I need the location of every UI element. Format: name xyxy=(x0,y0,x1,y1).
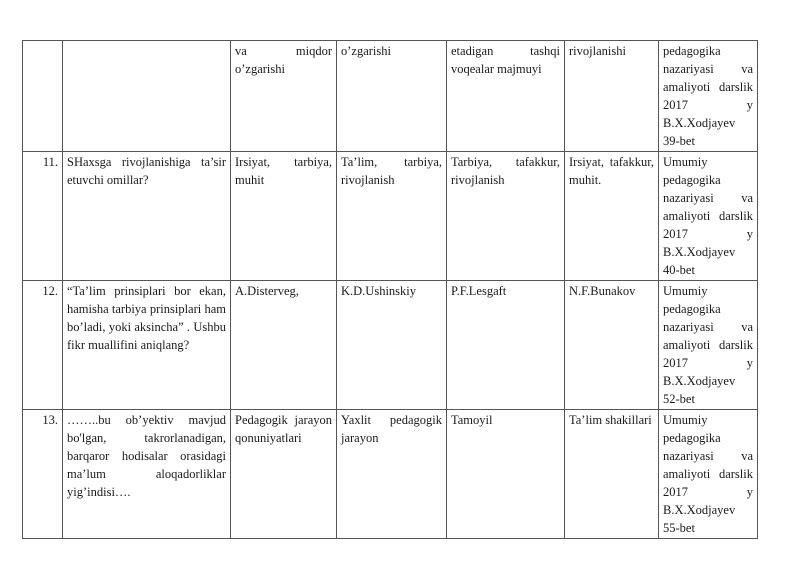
question-text: ……..bu ob’yektiv mavjud bo'lgan, takrorlanadigan, barqaror hodisalar orasidagi ma’lum aloqadorliklar yig’indisi…. xyxy=(63,410,231,539)
question-number: 13. xyxy=(23,410,63,539)
question-number: 11. xyxy=(23,152,63,281)
table-row xyxy=(23,281,758,410)
answer-option-c: etadigan tashqi voqealar majmuyi xyxy=(447,41,565,152)
answer-option-b: K.D.Ushinskiy xyxy=(337,281,447,410)
source-reference: Umumiy pedagogika nazariyasi va amaliyoti darslik 2017 y B.X.Xodjayev 55-bet xyxy=(659,410,758,539)
question-text: SHaxsga rivojlanishiga ta’sir etuvchi omillar? xyxy=(63,152,231,281)
table-row xyxy=(23,410,758,539)
questions-table xyxy=(22,40,758,539)
question-text: “Ta’lim prinsiplari bor ekan, hamisha tarbiya prinsiplari ham bo’ladi, yoki aksincha” . Ushbu fikr muallifini aniqlang? xyxy=(63,281,231,410)
answer-option-a: Pedagogik jarayon qonuniyatlari xyxy=(231,410,337,539)
answer-option-a: va miqdor o’zgarishi xyxy=(231,41,337,152)
source-reference: Umumiy pedagogika nazariyasi va amaliyoti darslik 2017 y B.X.Xodjayev 40-bet xyxy=(659,152,758,281)
answer-option-c: P.F.Lesgaft xyxy=(447,281,565,410)
question-number: 12. xyxy=(23,281,63,410)
question-number xyxy=(23,41,63,152)
answer-option-b: Ta’lim, tarbiya, rivojlanish xyxy=(337,152,447,281)
answer-option-b: Yaxlit pedagogik jarayon xyxy=(337,410,447,539)
source-reference: pedagogika nazariyasi va amaliyoti darslik 2017 y B.X.Xodjayev 39-bet xyxy=(659,41,758,152)
answer-option-a: Irsiyat, tarbiya, muhit xyxy=(231,152,337,281)
answer-option-d: Irsiyat, tafakkur, muhit. xyxy=(565,152,659,281)
table-row xyxy=(23,41,758,152)
table-row xyxy=(23,152,758,281)
answer-option-a: A.Disterveg, xyxy=(231,281,337,410)
source-reference: Umumiy pedagogika nazariyasi va amaliyoti darslik 2017 y B.X.Xodjayev 52-bet xyxy=(659,281,758,410)
answer-option-d: rivojlanishi xyxy=(565,41,659,152)
answer-option-c: Tamoyil xyxy=(447,410,565,539)
answer-option-b: o’zgarishi xyxy=(337,41,447,152)
answer-option-d: N.F.Bunakov xyxy=(565,281,659,410)
answer-option-c: Tarbiya, tafakkur, rivojlanish xyxy=(447,152,565,281)
answer-option-d: Ta’lim shakillari xyxy=(565,410,659,539)
question-text xyxy=(63,41,231,152)
